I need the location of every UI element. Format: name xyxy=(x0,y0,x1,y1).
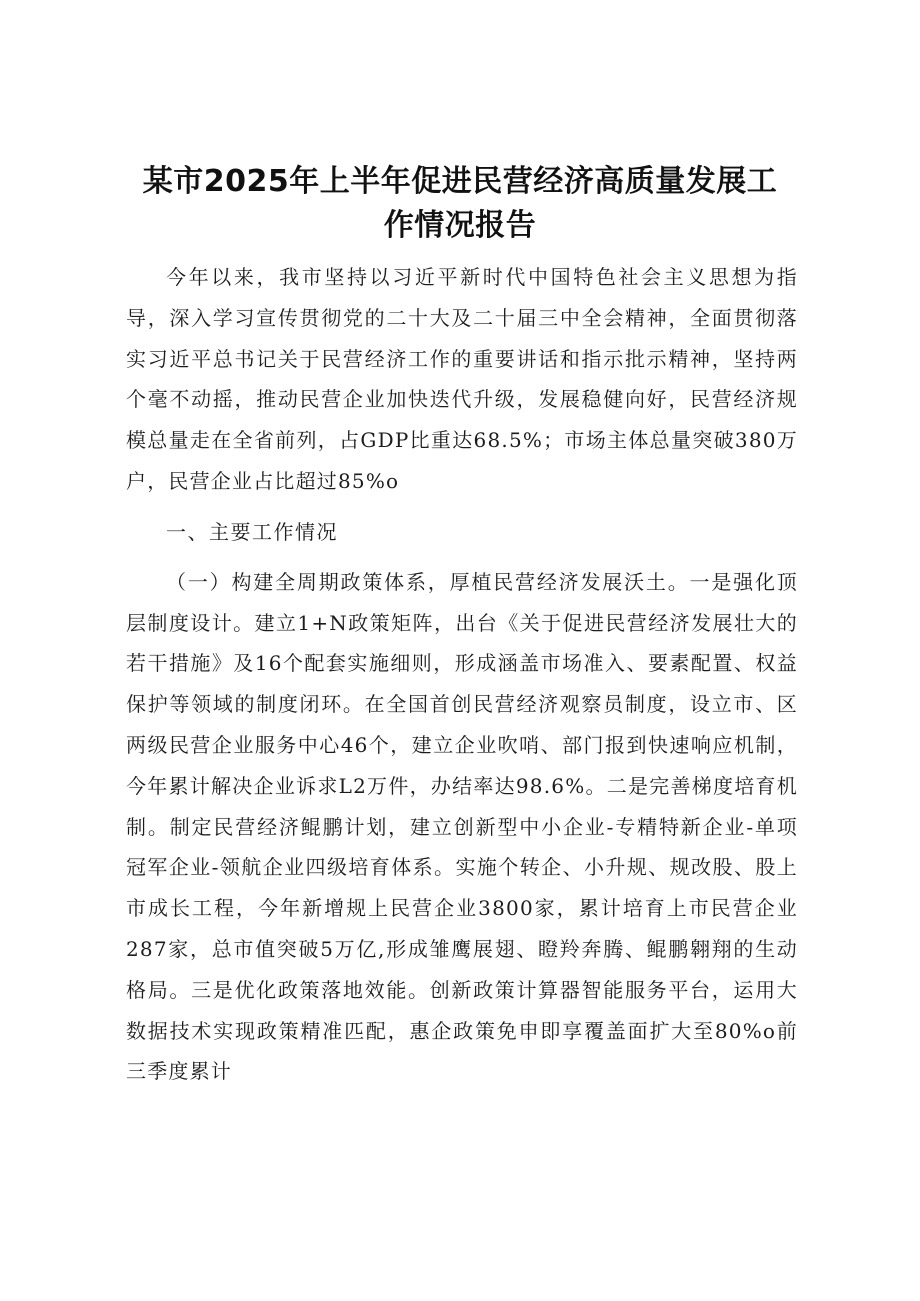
document-body xyxy=(126,257,798,1092)
section-heading: 一、主要工作情况 xyxy=(166,519,338,544)
title-line-1: 某市2025年上半年促进民营经济高质量发展工 xyxy=(142,164,778,199)
title-line-2: 作情况报告 xyxy=(383,208,537,243)
section-paragraph: （一）构建全周期政策体系，厚植民营经济发展沃土。一是强化顶层制度设计。建立1+N政策矩阵，出台《关于促进民营经济发展壮大的若干措施》及16个配套实施细则，形成涵盖市场准入、要素配置、权益保护等领域的制度闭环。在全国首创民营经济观察员制度，设立市、区两级民营企业服务中心46个，建立企业吹哨、部门报到快速响应机制，今年累计解决企业诉求L2万件，办结率达98.6%。二是完善梯度培育机制。制定民营经济鲲鹏计划，建立创新型中小企业-专精特新企业-单项冠军企业-领航企业四级培育体系。实施个转企、小升规、规改股、股上市成长工程，今年新增规上民营企业3800家，累计培育上市民营企业287家，总市值突破5万亿,形成雏鹰展翅、瞪羚奔腾、鲲鹏翱翔的生动格局。三是优化政策落地效能。创新政策计算器智能服务平台，运用大数据技术实现政策精准匹配，惠企政策免申即享覆盖面扩大至80%o前三季度累计 xyxy=(126,569,798,1084)
document-title xyxy=(120,160,800,248)
intro-paragraph: 今年以来，我市坚持以习近平新时代中国特色社会主义思想为指导，深入学习宣传贯彻党的二十大及二十届三中全会精神，全面贯彻落实习近平总书记关于民营经济工作的重要讲话和指示批示精神，坚持两个毫不动摇，推动民营企业加快迭代升级，发展稳健向好，民营经济规模总量走在全省前列，占GDP比重达68.5%；市场主体总量突破380万户，民营企业占比超过85%o xyxy=(126,265,798,493)
